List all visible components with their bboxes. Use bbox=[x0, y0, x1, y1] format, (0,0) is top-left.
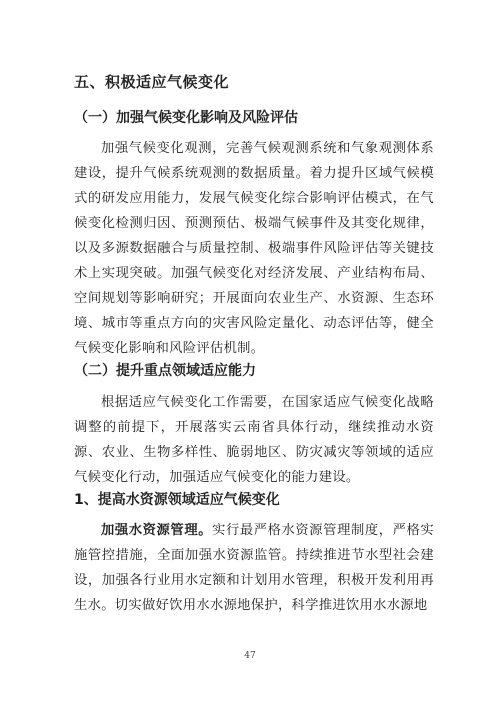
item-1-paragraph bbox=[74, 518, 434, 618]
page-number: 47 bbox=[244, 651, 256, 661]
subsection-1-paragraph: 加强气候变化观测，完善气候观测系统和气象观测体系建设，提升气候系统观测的数据质量。着力提升区域气候模式的研发应用能力，发展气候变化综合影响评估模式，在气候变化检测归因、预测预估、极端气候事件及其变化规律，以及多源数据融合与质量控制、极端事件风险评估等关键技术上实现突破。加强气候变化对经济发展、产业结构布局、空间规划等影响研究；开展面向农业生产、水资源、生态环境、城市等重点方向的灾害风险定量化、动态评估等，健全气候变化影响和风险评估机制。 bbox=[74, 141, 434, 356]
item-1-text: 实行最严格水资源管理制度，严格实施管控措施，全面加强水资源监管。持续推进节水型社会建设，加强各行业用水定额和计划用水管理，积极开发利用再生水。切实做好饮用水水源地保护，科学推进饮用水水源地 bbox=[74, 523, 434, 613]
section-heading: 五、积极适应气候变化 bbox=[74, 73, 230, 91]
subsection-heading-1: （一）加强气候变化影响及风险评估 bbox=[74, 110, 298, 126]
subsection-2-paragraph: 根据适应气候变化工作需要，在国家适应气候变化战略调整的前提下，开展落实云南省具体行动，继续推动水资源、农业、生物多样性、脆弱地区、防灾减灾等领域的适应气候变化行动，加强适应气候变化的能力建设。 bbox=[74, 395, 434, 485]
item-heading-1: 1、提高水资源领域适应气候变化 bbox=[74, 492, 280, 508]
item-1-lead: 加强水资源管理。 bbox=[101, 523, 213, 538]
subsection-heading-2: （二）提升重点领域适应能力 bbox=[74, 363, 256, 379]
